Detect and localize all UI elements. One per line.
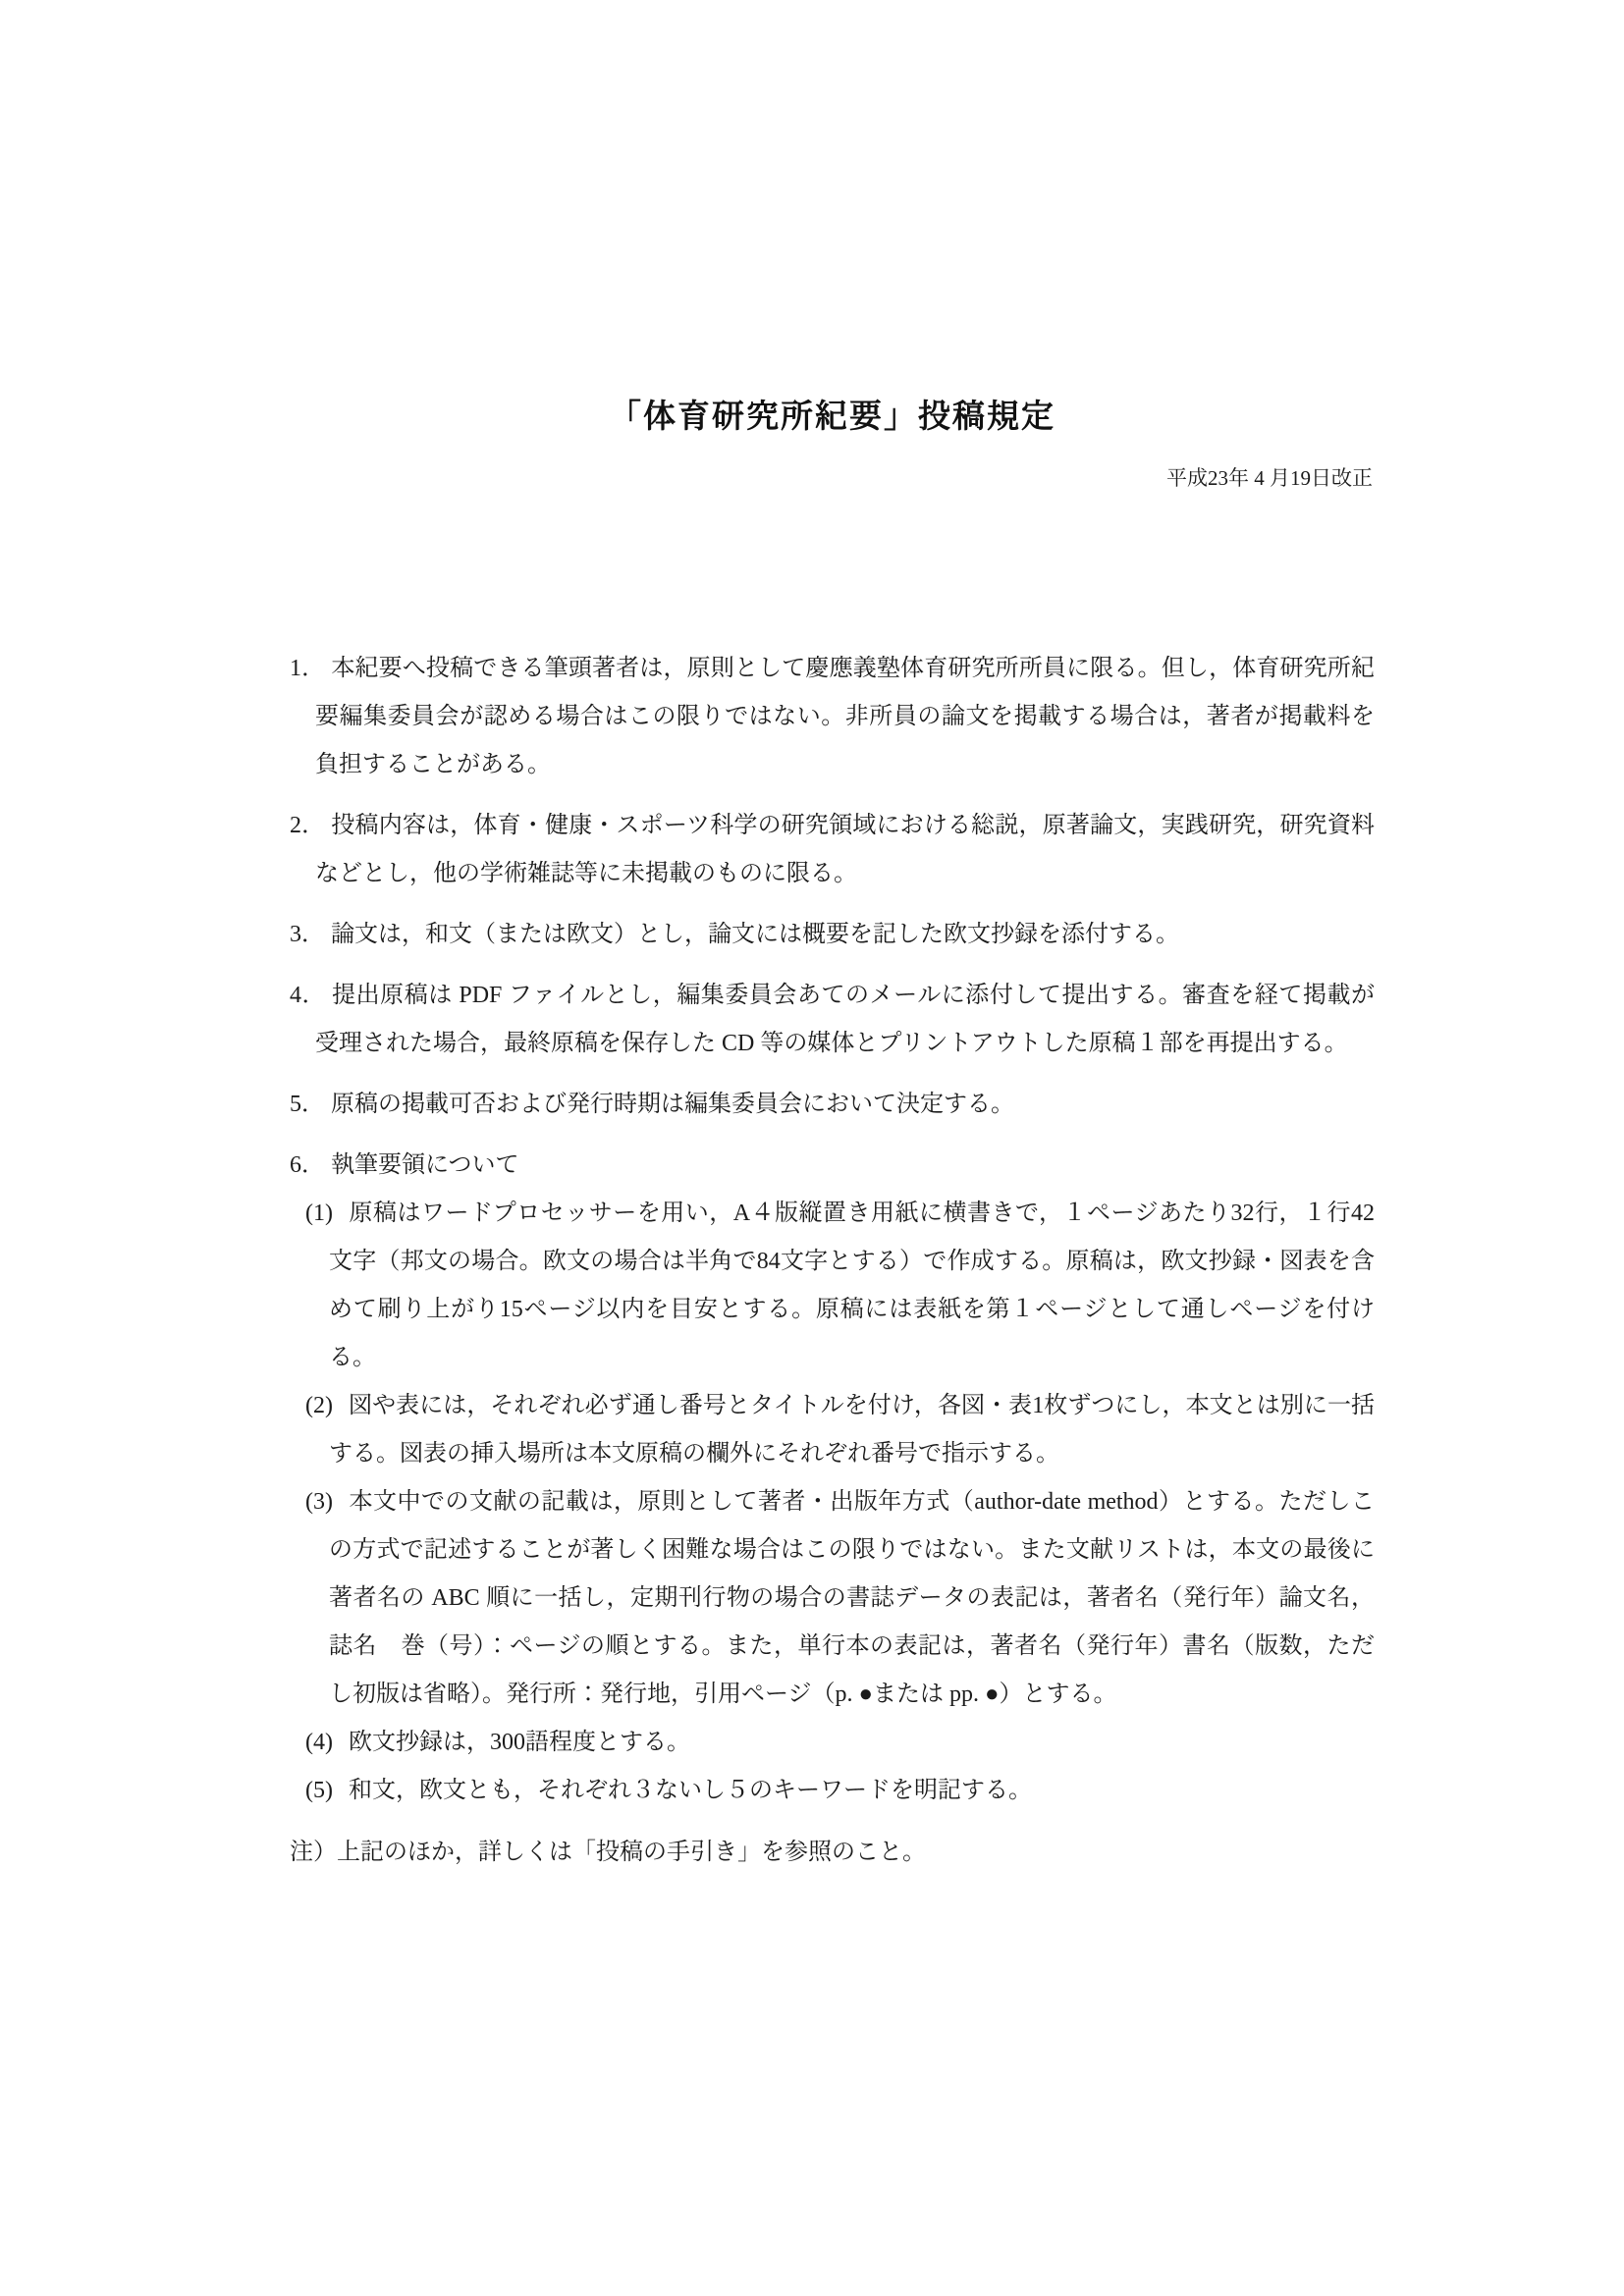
list-item-5: [290, 1081, 1375, 1129]
sub-item-number: (3): [305, 1489, 333, 1515]
list-item-4: [290, 972, 1375, 1068]
page-title: 「体育研究所紀要」投稿規定: [609, 400, 1056, 435]
sub-list-item-5: [290, 1767, 1375, 1815]
note-line: 注）上記のほか，詳しくは「投稿の手引き」を参照のこと。: [290, 1840, 926, 1865]
revision-date: 平成23年 4 月19日改正: [1166, 466, 1373, 490]
list-item-text: 提出原稿は PDF ファイルとし，編集委員会あてのメールに添付して提出する。審査を経て掲載が受理された場合，最終原稿を保存した CD 等の媒体とプリントアウトした原稿１部を再提出する。: [315, 983, 1375, 1056]
list-item-text: 論文は，和文（または欧文）とし，論文には概要を記した欧文抄録を添付する。: [331, 922, 1179, 947]
sub-item-text: 本文中での文献の記載は，原則として著者・出版年方式（author-date method）とする。ただしこの方式で記述することが著しく困難な場合はこの限りではない。また文献リストは，本文の最後に著者名の ABC 順に一括し，定期刊行物の場合の書誌データの表記は，著者名（発行年）論文名，誌名 巻（号）：ページの順とする。また，単行本の表記は，著者名（発行年）書名（版数，ただし初版は省略）。発行所：発行地，引用ページ（p. ●または pp. ●）とする。: [329, 1489, 1375, 1707]
sub-item-number: (1): [305, 1201, 333, 1226]
sub-item-text: 図や表には，それぞれ必ず通し番号とタイトルを付け，各図・表1枚ずつにし，本文とは別に一括する。図表の挿入場所は本文原稿の欄外にそれぞれ番号で指示する。: [329, 1393, 1375, 1467]
list-item-2: [290, 802, 1375, 898]
list-item-number: 2．: [290, 813, 326, 838]
sub-list: [290, 1190, 1375, 1815]
document-body: [290, 645, 1375, 1877]
list-item-text: 本紀要へ投稿できる筆頭著者は，原則として慶應義塾体育研究所所員に限る。但し，体育研究所紀要編集委員会が認める場合はこの限りではない。非所員の論文を掲載する場合は，著者が掲載料を負担することがある。: [315, 656, 1375, 777]
list-item-number: 1．: [290, 656, 326, 681]
list-item-number: 6．: [290, 1152, 325, 1178]
list-item-number: 3．: [290, 922, 325, 947]
list-item-1: [290, 645, 1375, 789]
sub-list-item-4: [290, 1719, 1375, 1767]
sub-item-number: (2): [305, 1393, 333, 1418]
sub-item-text: 和文，欧文とも，それぞれ３ないし５のキーワードを明記する。: [348, 1778, 1032, 1803]
list-item-text: 執筆要領について: [331, 1152, 519, 1178]
sub-list-item-3: [290, 1478, 1375, 1719]
list-item-3: [290, 911, 1375, 959]
list-item-text: 原稿の掲載可否および発行時期は編集委員会において決定する。: [331, 1092, 1014, 1117]
list-item-6: [290, 1142, 1375, 1190]
sub-list-item-2: [290, 1382, 1375, 1478]
sub-item-number: (4): [305, 1730, 333, 1755]
sub-item-number: (5): [305, 1778, 333, 1803]
document-content: [290, 0, 1375, 1877]
sub-item-text: 欧文抄録は，300語程度とする。: [348, 1730, 690, 1755]
list-item-number: 4．: [290, 983, 327, 1008]
list-item-number: 5．: [290, 1092, 325, 1117]
sub-item-text: 原稿はワードプロセッサーを用い，A４版縦置き用紙に横書きで，１ページあたり32行，１行42文字（邦文の場合。欧文の場合は半角で84文字とする）で作成する。原稿は，欧文抄録・図表を含めて刷り上がり15ページ以内を目安とする。原稿には表紙を第１ページとして通しページを付ける。: [329, 1201, 1375, 1370]
sub-list-item-1: [290, 1190, 1375, 1382]
list-item-text: 投稿内容は，体育・健康・スポーツ科学の研究領域における総説，原著論文，実践研究，研究資料などとし，他の学術雑誌等に未掲載のものに限る。: [315, 813, 1375, 886]
